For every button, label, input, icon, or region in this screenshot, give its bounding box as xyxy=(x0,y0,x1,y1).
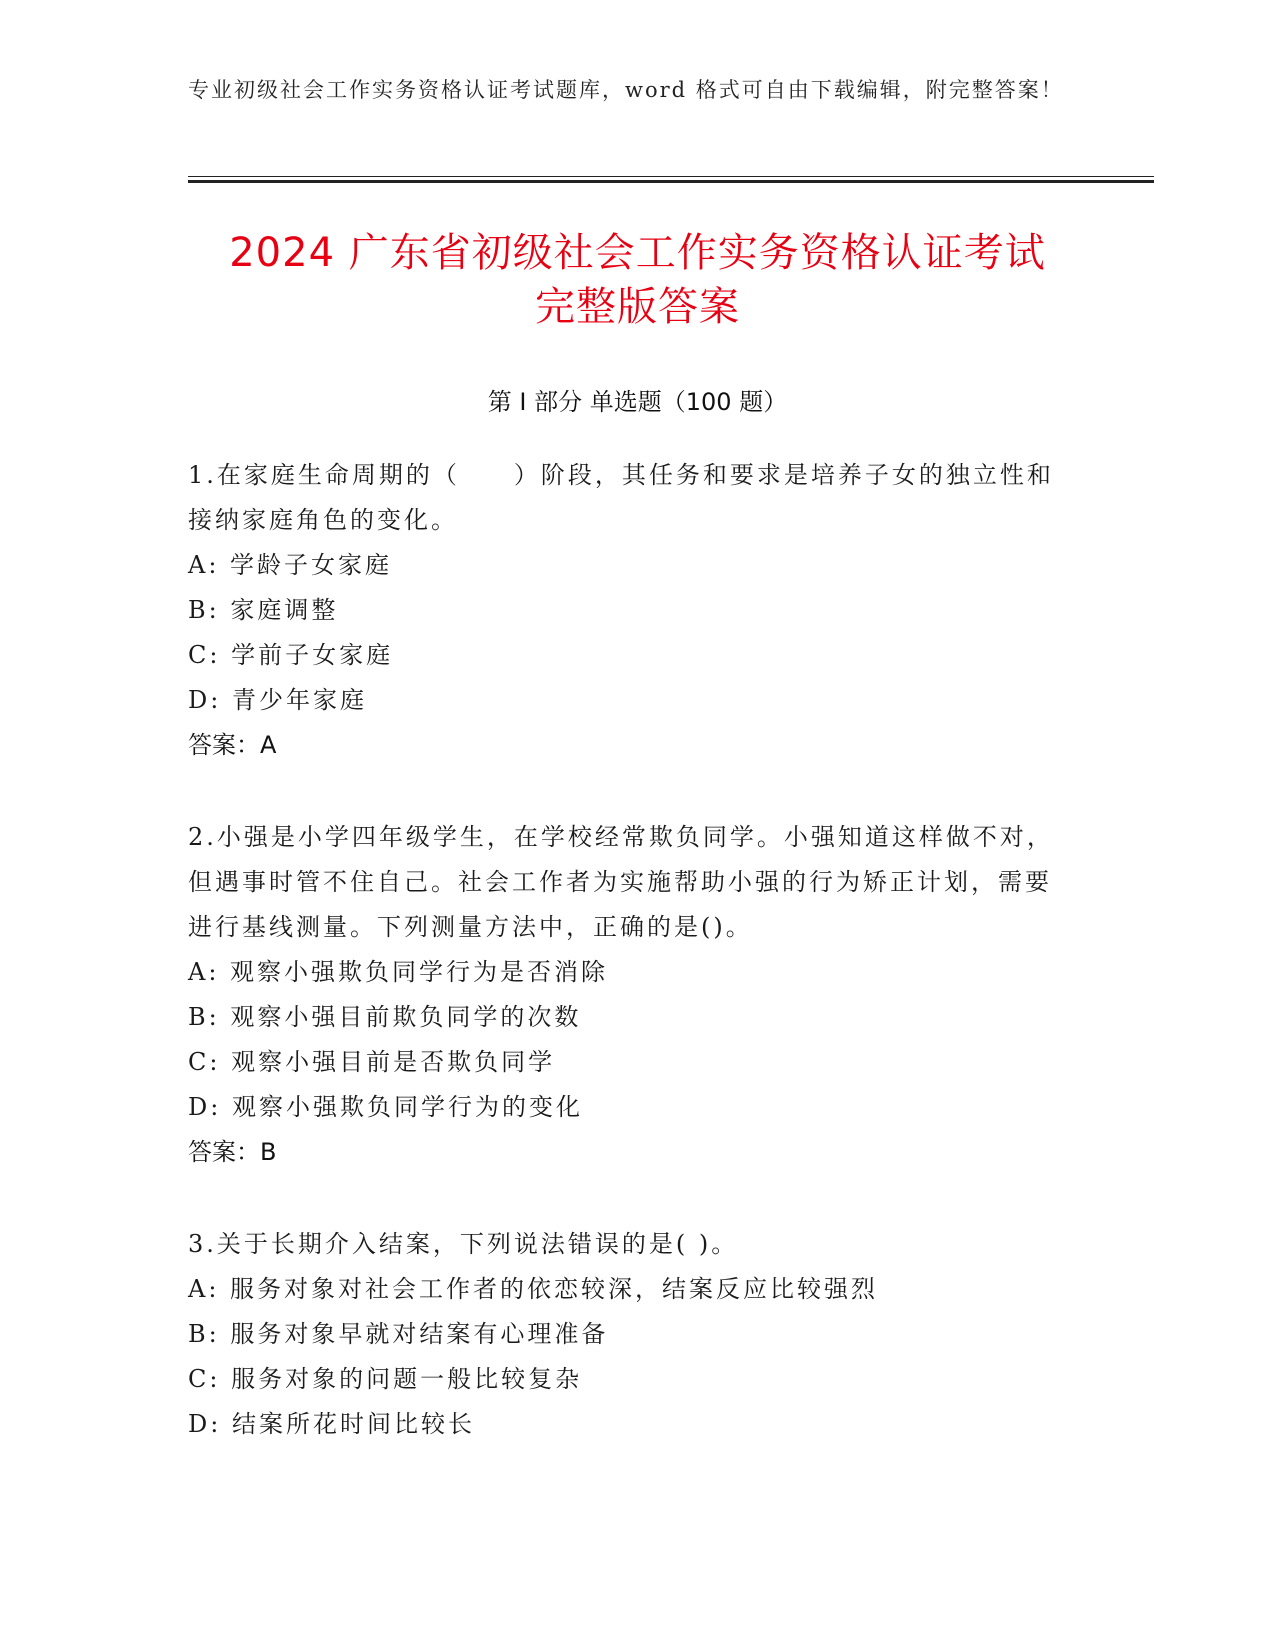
header-divider-thin xyxy=(188,176,1154,177)
section-title: 第 I 部分 单选题（100 题） xyxy=(487,388,788,416)
question-text: 1.在家庭生命周期的（ ）阶段，其任务和要求是培养子女的独立性和接纳家庭角色的变化。 xyxy=(188,461,1054,534)
question-1 xyxy=(188,453,1068,768)
option-a: A: 服务对象对社会工作者的依恋较深，结案反应比较强烈 xyxy=(188,1275,879,1303)
option-c: C: 学前子女家庭 xyxy=(188,641,394,669)
document-title xyxy=(150,226,1125,334)
answer-label: 答案：B xyxy=(188,1138,277,1166)
option-a: A: 学龄子女家庭 xyxy=(188,551,393,579)
option-b: B: 观察小强目前欺负同学的次数 xyxy=(188,1003,582,1031)
option-b: B: 家庭调整 xyxy=(188,596,339,624)
option-c: C: 观察小强目前是否欺负同学 xyxy=(188,1048,556,1076)
option-d: D: 结案所花时间比较长 xyxy=(188,1410,475,1438)
option-b: B: 服务对象早就对结案有心理准备 xyxy=(188,1320,609,1348)
option-a: A: 观察小强欺负同学行为是否消除 xyxy=(188,958,609,986)
option-d: D: 青少年家庭 xyxy=(188,686,367,714)
header-note: 专业初级社会工作实务资格认证考试题库，word 格式可自由下载编辑，附完整答案！ xyxy=(188,78,1064,102)
question-text: 2.小强是小学四年级学生，在学校经常欺负同学。小强知道这样做不对，但遇事时管不住自己。社会工作者为实施帮助小强的行为矫正计划，需要进行基线测量。下列测量方法中，正确的是()。 xyxy=(188,823,1054,941)
question-2 xyxy=(188,815,1068,1175)
answer-label: 答案：A xyxy=(188,731,277,759)
option-c: C: 服务对象的问题一般比较复杂 xyxy=(188,1365,583,1393)
document-title-line-1: 2024 广东省初级社会工作实务资格认证考试 xyxy=(229,230,1046,276)
option-d: D: 观察小强欺负同学行为的变化 xyxy=(188,1093,583,1121)
header-divider-thick xyxy=(188,180,1154,183)
question-3 xyxy=(188,1222,1068,1447)
document-title-line-2: 完整版答案 xyxy=(535,284,740,330)
question-text: 3.关于长期介入结案，下列说法错误的是( )。 xyxy=(188,1230,739,1258)
